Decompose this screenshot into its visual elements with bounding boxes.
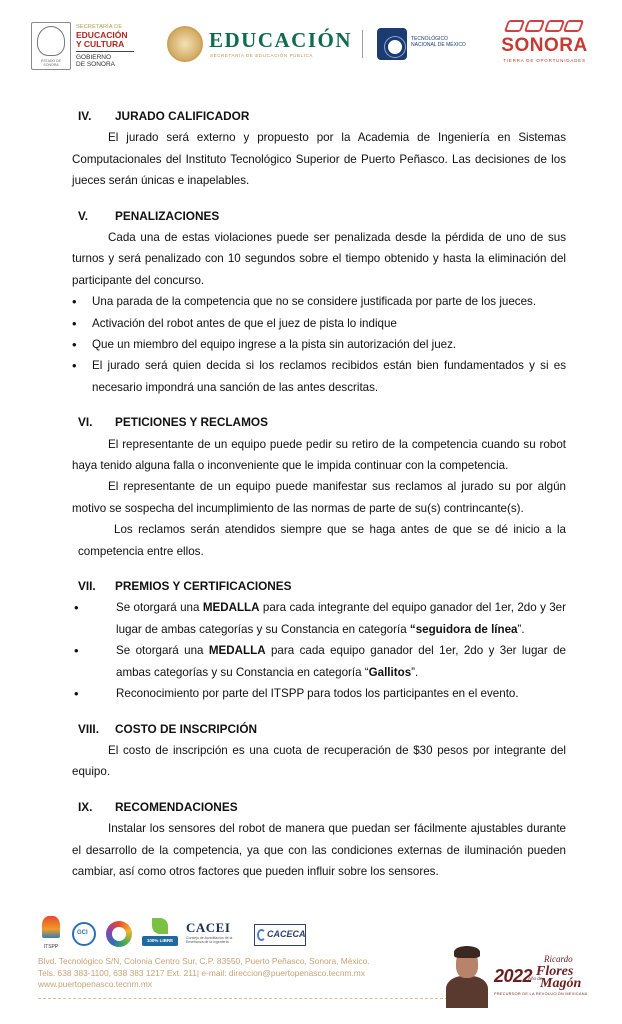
paragraph: El representante de un equipo puede manifestar sus reclamos al jurado su por algún motivo se sospecha del incumplimiento de las normas de parte de su(s) contrincante(s). (72, 480, 566, 515)
section-title: COSTO DE INSCRIPCIÓN (115, 721, 258, 736)
sonora-subtitle: TIERRA DE OPORTUNIDADES (503, 58, 586, 63)
magon-name3: Magón (540, 976, 582, 991)
list-item: • Una parada de la competencia que no se considere justificada por parte de los jueces. (72, 291, 566, 312)
paragraph: El jurado será externo y propuesto por la Academia de Ingeniería en Sistemas Computacionales del Instituto Tecnológico Superior de Puerto Peñasco. Las decisiones de los jueces serán únicas e inapelables. (72, 131, 566, 188)
sec-text-block (76, 25, 134, 68)
list-item: • Se otorgará una MEDALLA para cada integrante del equipo ganador del 1er, 2do y 3er lugar de ambas categorías y su Constancia en categoría “seguidora de línea”. (72, 597, 566, 640)
itspp-flame-icon (42, 916, 60, 938)
paragraph: Instalar los sensores del robot de manera que puedan ser fácilmente ajustables durante el desarrollo de la competencia, ya que con las condiciones externas de iluminación pueden cambiar, así como otros factores que pueden influir sobre los sensores. (72, 822, 566, 878)
footer-address (38, 956, 370, 991)
magon-year: 2022 (494, 966, 533, 986)
sep-eagle-icon (167, 26, 203, 62)
tecnm-gear-icon (377, 28, 407, 60)
page-footer (0, 912, 622, 1024)
footer-divider (38, 998, 448, 999)
plastic-free-caption: 100% LIBRE PLÁSTICO (142, 936, 178, 946)
sonora-pattern-icon (506, 20, 582, 34)
seal-caption: ESTADO DE SONORA (41, 59, 61, 67)
sec-divider (76, 51, 134, 52)
section-number: VIII. (78, 721, 99, 736)
section-heading-v (78, 206, 566, 227)
itspp-caption: ITSPP (43, 944, 59, 950)
sonora-seal-icon (31, 22, 71, 70)
paragraph: El costo de inscripción es una cuota de recuperación de $30 pesos por integrante del equipo. (72, 743, 566, 779)
caceca-text: CACECA (267, 929, 306, 939)
sonora-title: SONORA (501, 35, 588, 56)
section-number: IV. (78, 109, 92, 123)
caceca-mark-icon (257, 929, 266, 941)
list-item: • Reconocimiento por parte del ITSPP para todos los participantes en el evento. (72, 683, 566, 704)
prizes-list (72, 597, 566, 704)
sonora-logo (492, 20, 597, 72)
plastic-free-logo (142, 918, 178, 953)
paragraph: Los reclamos serán atendidos siempre que se haga antes de que se dé inicio a la competencia entre ellos. (78, 523, 566, 558)
magon-ano: Año de (528, 976, 543, 981)
cacei-logo (186, 920, 248, 950)
caceca-logo (254, 924, 306, 946)
section-heading-viii (78, 719, 566, 740)
tecnm-text (411, 36, 466, 48)
sec-small-text: SECRETARÍA DE (76, 24, 123, 30)
header-divider (362, 30, 363, 58)
page-header (0, 0, 622, 86)
section-number: IX. (78, 799, 93, 814)
section-title: JURADO CALIFICADOR (115, 109, 250, 123)
section-title: RECOMENDACIONES (115, 799, 238, 814)
bold-text: “seguidora de línea (409, 622, 518, 636)
sec-gobierno-line2: DE SONORA (76, 60, 116, 68)
section-heading-vii (78, 576, 566, 597)
section-heading-vi (78, 412, 566, 433)
tecnm-logo (377, 28, 477, 62)
bold-text: Gallitos (368, 665, 412, 679)
cacei-text: CACEI (186, 920, 231, 935)
section-heading-ix (78, 797, 566, 818)
flores-magon-logo (440, 942, 590, 1016)
leaf-icon (152, 918, 168, 934)
sep-title: EDUCACIÓN (209, 28, 353, 52)
sep-subtitle: SECRETARÍA DE EDUCACIÓN PÚBLICA (210, 53, 314, 58)
portrait-icon (446, 946, 488, 1008)
coat-of-arms-icon (37, 26, 65, 56)
section-title: PETICIONES Y RECLAMOS (115, 415, 268, 430)
address-line: Blvd. Tecnológico S/N, Colonia Centro Sur, C.P. 83550, Puerto Peñasco, Sonora, México. (38, 956, 370, 966)
sep-educacion-logo (167, 26, 357, 66)
tecnm-line2: NACIONAL DE MÉXICO (411, 42, 466, 48)
section-number: VI. (78, 415, 93, 430)
section-title: PENALIZACIONES (115, 208, 220, 223)
bold-text: MEDALLA (208, 644, 266, 658)
bold-text: MEDALLA (202, 601, 260, 615)
magon-name2: Flores (536, 964, 574, 979)
section-title: PREMIOS Y CERTIFICACIONES (115, 579, 292, 594)
website-link[interactable]: www.puertopenasco.tecnm.mx (38, 979, 153, 989)
sec-sonora-logo (31, 22, 131, 72)
document-body (72, 106, 566, 882)
penalty-list (72, 291, 566, 398)
magon-subtitle: PRECURSOR DE LA REVOLUCIÓN MEXICANA (494, 992, 588, 996)
gci-logo (72, 922, 96, 946)
gci-text: GCI (77, 930, 88, 936)
paragraph: Cada una de estas violaciones puede ser penalizada desde la pérdida de uno de sus turnos y será penalizado con 10 segundos sobre el tiempo obtenido y hasta la eliminación del participante del concurso. (72, 231, 566, 287)
list-item: • Que un miembro del equipo ingrese a la pista sin autorización del juez. (72, 334, 566, 355)
section-number: V. (78, 208, 89, 223)
tecnm-line1: TECNOLÓGICO (411, 36, 448, 42)
sec-gobierno-line1: GOBIERNO (76, 53, 112, 61)
sec-title-line1: EDUCACIÓN (76, 29, 128, 40)
section-heading-iv (78, 106, 566, 127)
paragraph: El representante de un equipo puede pedir su retiro de la competencia cuando su robot haya tenido alguna falla o inconveniente que le impida continuar con la competencia. (72, 437, 566, 473)
magon-name1: Ricardo (544, 954, 573, 964)
section-number: VII. (78, 579, 96, 594)
colorful-ring-icon (106, 921, 132, 947)
cacei-subtext: Consejo de Acreditación de la Enseñanza de la Ingeniería (186, 936, 233, 944)
sec-title-line2: Y CULTURA (76, 38, 125, 49)
list-item: • Activación del robot antes de que el juez de pista lo indique (72, 313, 566, 334)
list-item: • Se otorgará una MEDALLA para cada equipo ganador del 1er, 2do y 3er lugar de ambas categorías y su Constancia en categoría “Gallitos”. (72, 640, 566, 683)
contact-line: Tels. 638 383-1100, 638 383 1217 Ext. 211| e-mail: direccion@puertopenasco.tecnm.mx (38, 967, 365, 978)
list-item: • El jurado será quien decida si los reclamos recibidos están bien fundamentados y si es necesario impondrá una sanción de las antes descritas. (72, 355, 566, 398)
itspp-logo (38, 916, 64, 950)
accreditation-logos (38, 916, 308, 952)
